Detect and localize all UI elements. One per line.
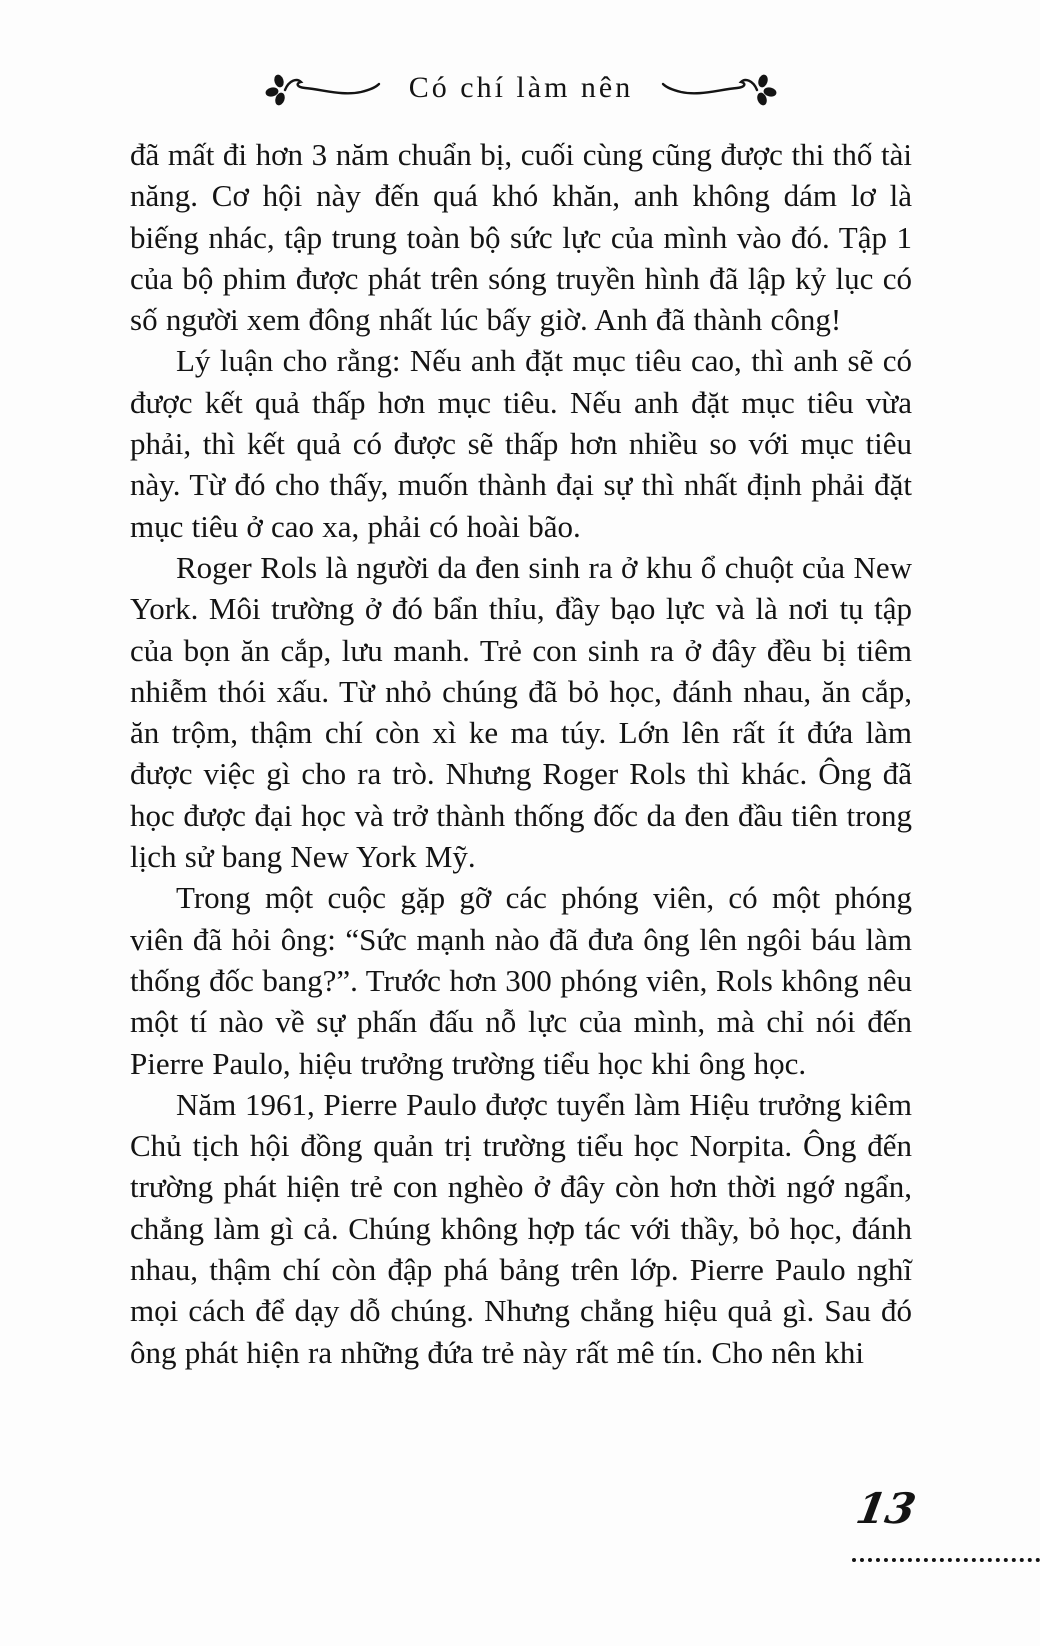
page-body: [130, 134, 912, 1373]
paragraph-5: Năm 1961, Pierre Paulo được tuyển làm Hiệu trưởng kiêm Chủ tịch hội đồng quản trị trường tiểu học Norpita. Ông đến trường phát hiện trẻ con nghèo ở đây còn hơn thời ngớ ngẩn, chẳng làm gì cả. Chúng không hợp tác với thầy, bỏ học, đánh nhau, thậm chí còn đập phá bảng trên lớp. Pierre Paulo nghĩ mọi cách để dạy dỗ chúng. Nhưng chẳng hiệu quả gì. Sau đó ông phát hiện ra những đứa trẻ này rất mê tín. Cho nên khi: [130, 1086, 912, 1370]
right-flourish-icon: [659, 68, 779, 108]
paragraph-3: Roger Rols là người da đen sinh ra ở khu ổ chuột của New York. Môi trường ở đó bẩn thỉu, đầy bạo lực và là nơi tụ tập của bọn ăn cắp, lưu manh. Trẻ con sinh ra ở đây đều bị tiêm nhiễm thói xấu. Từ nhỏ chúng đã bỏ học, đánh nhau, ăn cắp, ăn trộm, thậm chí còn xì ke ma túy. Lớn lên rất ít đứa làm được việc gì cho ra trò. Nhưng Roger Rols thì khác. Ông đã học được đại học và trở thành thống đốc da đen đầu tiên trong lịch sử bang New York Mỹ.: [130, 549, 912, 875]
page-header: [130, 64, 912, 112]
paragraph-4: Trong một cuộc gặp gỡ các phóng viên, có một phóng viên đã hỏi ông: “Sức mạnh nào đã đưa ông lên ngôi báu làm thống đốc bang?”. Trước hơn 300 phóng viên, Rols không nêu một tí nào về sự phấn đấu nỗ lực của mình, mà chỉ nói đến Pierre Paulo, hiệu trưởng trường tiểu học khi ông học.: [130, 880, 912, 1081]
paragraph-2: Lý luận cho rằng: Nếu anh đặt mục tiêu cao, thì anh sẽ có được kết quả thấp hơn mục tiêu. Nếu anh đặt mục tiêu vừa phải, thì kết quả có được sẽ thấp hơn nhiều so với mục tiêu này. Từ đó cho thấy, muốn thành đại sự thì nhất định phải đặt mục tiêu ở cao xa, phải có hoài bão.: [130, 343, 912, 544]
dotted-rule: [852, 1558, 1040, 1562]
left-flourish-icon: [263, 68, 383, 108]
chapter-title: Có chí làm nên: [408, 71, 634, 104]
page-number: 13: [852, 1484, 920, 1533]
paragraph-1: đã mất đi hơn 3 năm chuẩn bị, cuối cùng cũng được thi thố tài năng. Cơ hội này đến quá khó khăn, anh không dám lơ là biếng nhác, tập trung toàn bộ sức lực của mình vào đó. Tập 1 của bộ phim được phát trên sóng truyền hình đã lập kỷ lục có số người xem đông nhất lúc bấy giờ. Anh đã thành công!: [130, 137, 912, 338]
